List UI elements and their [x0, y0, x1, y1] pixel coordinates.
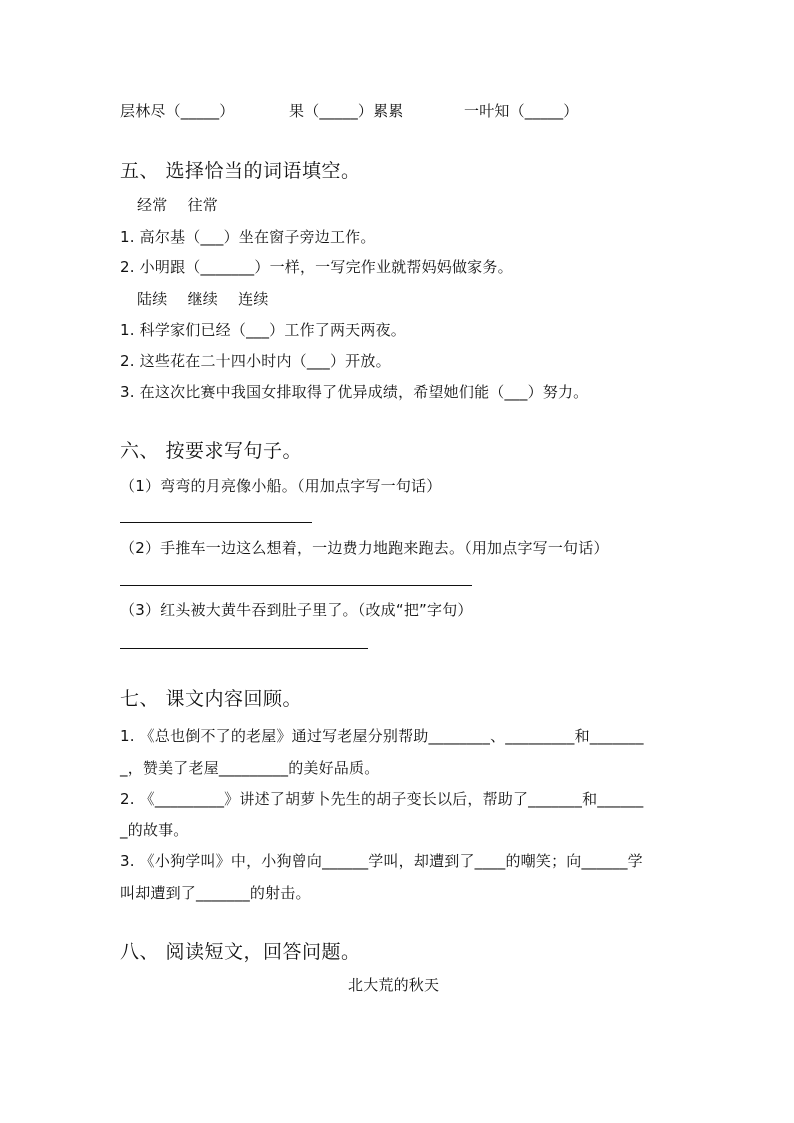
- answer-line-3[interactable]: [120, 648, 368, 649]
- review-line-2: _，赞美了老屋_________的美好品质。: [120, 759, 380, 777]
- section-6-title: 六、 按要求写句子。: [120, 440, 303, 462]
- question-5-1-2: 2. 小明跟（_______）一样，一写完作业就帮妈妈做家务。: [120, 258, 513, 276]
- idiom-item-3: 一叶知（_____）: [464, 102, 579, 120]
- review-line-6: 叫却遭到了_______的射击。: [120, 884, 311, 902]
- word-choices-1: 经常 往常: [137, 196, 218, 214]
- section-7-title: 七、 课文内容回顾。: [120, 688, 303, 710]
- sentence-task-1: （1）弯弯的月亮像小船。（用加点字写一句话）: [120, 477, 442, 495]
- question-5-2-2: 2. 这些花在二十四小时内（___）开放。: [120, 352, 391, 370]
- idiom-item-1: 层林尽（_____）: [120, 102, 235, 120]
- section-8-title: 八、 阅读短文，回答问题。: [120, 941, 361, 963]
- review-line-4: _的故事。: [120, 821, 189, 839]
- word-choices-2: 陆续 继续 连续: [137, 290, 269, 308]
- passage-title: 北大荒的秋天: [348, 976, 440, 994]
- sentence-task-3: （3）红头被大黄牛吞到肚子里了。（改成“把”字句）: [120, 601, 473, 619]
- question-5-2-1: 1. 科学家们已经（___）工作了两天两夜。: [120, 321, 406, 339]
- review-line-3: 2. 《_________》讲述了胡萝卜先生的胡子变长以后，帮助了_______和______: [120, 790, 644, 808]
- idiom-item-2: 果（_____）累累: [289, 102, 404, 120]
- question-5-2-3: 3. 在这次比赛中我国女排取得了优异成绩，希望她们能（___）努力。: [120, 383, 589, 401]
- answer-line-1[interactable]: [120, 522, 312, 523]
- sentence-task-2: （2）手推车一边这么想着，一边费力地跑来跑去。（用加点字写一句话）: [120, 539, 609, 557]
- answer-line-2[interactable]: [120, 585, 472, 586]
- section-5-title: 五、 选择恰当的词语填空。: [120, 160, 361, 182]
- review-line-5: 3. 《小狗学叫》中，小狗曾向______学叫，却遭到了____的嘲笑；向______学: [120, 852, 643, 870]
- review-line-1: 1. 《总也倒不了的老屋》通过写老屋分别帮助________、_________和_______: [120, 727, 644, 745]
- question-5-1-1: 1. 高尔基（___）坐在窗子旁边工作。: [120, 228, 376, 246]
